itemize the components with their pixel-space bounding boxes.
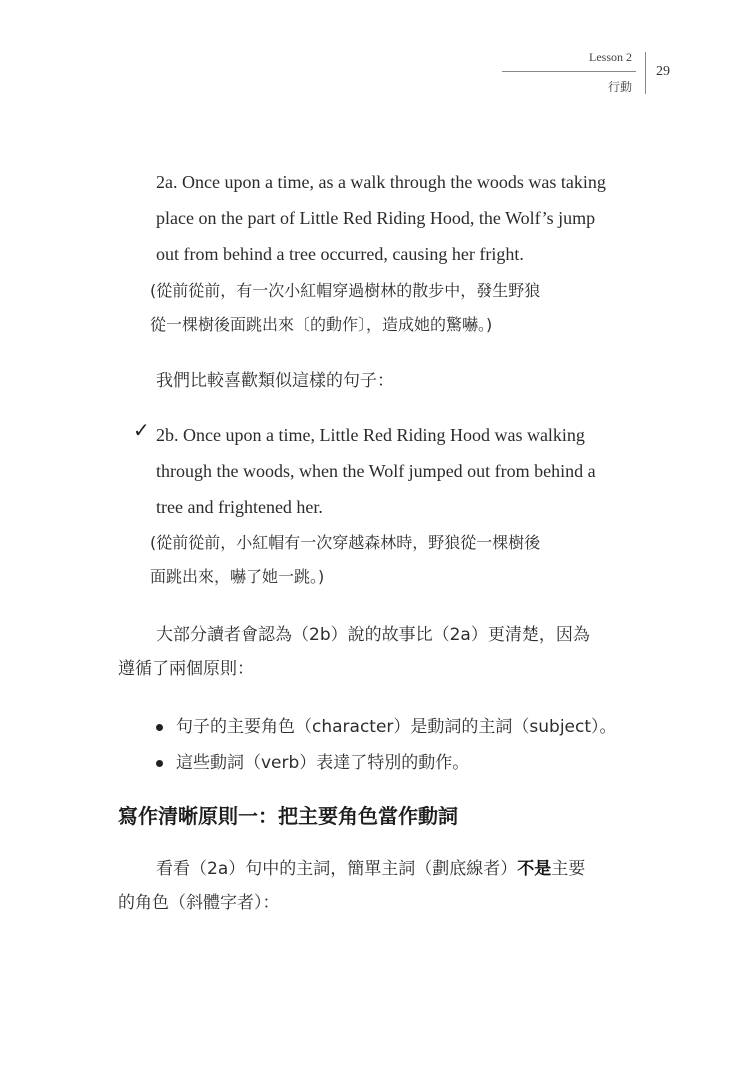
paragraph-line: 遵循了兩個原則： xyxy=(118,659,254,679)
bullet-item xyxy=(156,710,617,744)
emphasis-text: 不是 xyxy=(517,859,552,879)
example-2a-line: 2a. Once upon a time, as a walk through the woods was taking xyxy=(156,172,606,192)
example-2b-line: tree and frightened her. xyxy=(156,497,323,517)
section-heading: 寫作清晰原則一：把主要角色當作動詞 xyxy=(118,804,458,828)
paragraph-line-text: 大部分讀者會認為（2b）說的故事比（2a）更清楚，因為 xyxy=(156,625,590,645)
translation-line: (從前從前，小紅帽有一次穿越森林時，野狼從一棵樹後 xyxy=(150,533,541,552)
paragraph-line: 的角色（斜體字者）： xyxy=(118,893,280,913)
running-header-lesson: Lesson 2 xyxy=(589,50,632,64)
translation-line: 從一棵樹後面跳出來〔的動作〕，造成她的驚嚇。) xyxy=(150,315,493,334)
paragraph-line xyxy=(118,852,648,886)
paragraph-text: 主要 xyxy=(551,859,586,879)
header-divider-vertical xyxy=(645,52,646,94)
translation-line: (從前從前，有一次小紅帽穿過樹林的散步中，發生野狼 xyxy=(150,281,541,300)
running-header-chapter: 行動 xyxy=(607,80,632,94)
paragraph-text: 看看（2a）句中的主詞，簡單主詞（劃底線者） xyxy=(156,859,518,879)
check-mark-icon: ✓ xyxy=(133,418,150,442)
example-2b-line: through the woods, when the Wolf jumped out from behind a xyxy=(156,461,596,481)
example-2b-line: 2b. Once upon a time, Little Red Riding Hood was walking xyxy=(156,425,585,445)
bullet-text: 這些動詞（verb）表達了特別的動作。 xyxy=(176,753,470,773)
bullet-text: 句子的主要角色（character）是動詞的主詞（subject）。 xyxy=(176,717,617,737)
paragraph-1 xyxy=(118,618,648,686)
page-number: 29 xyxy=(656,64,670,79)
header-divider-horizontal xyxy=(502,71,636,72)
example-2b xyxy=(156,417,651,525)
translation-line: 面跳出來，嚇了她一跳。) xyxy=(150,567,325,586)
example-2b-translation xyxy=(150,526,650,594)
bullet-icon xyxy=(156,760,163,767)
example-2a-line: place on the part of Little Red Riding Hood, the Wolf’s jump xyxy=(156,208,596,228)
prefer-text: 我們比較喜歡類似這樣的句子： xyxy=(156,371,394,391)
example-2a-line: out from behind a tree occurred, causing her fright. xyxy=(156,244,524,264)
paragraph-line xyxy=(118,618,648,652)
example-2a-translation xyxy=(150,274,650,342)
paragraph-2 xyxy=(118,852,648,920)
example-2a xyxy=(156,164,651,272)
bullet-item xyxy=(156,746,469,780)
bullet-icon xyxy=(156,724,163,731)
